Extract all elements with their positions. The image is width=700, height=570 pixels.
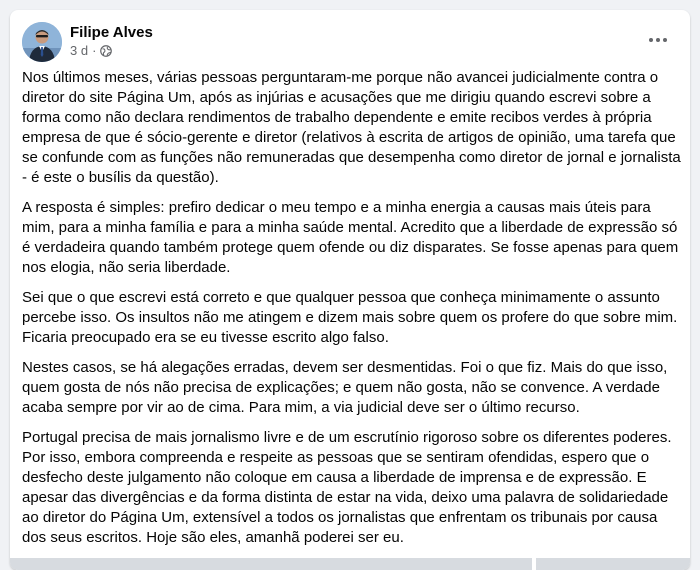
attached-media[interactable] xyxy=(10,558,690,570)
globe-icon xyxy=(100,45,112,57)
post-header xyxy=(22,22,678,62)
attached-image-2[interactable] xyxy=(536,558,690,570)
post-meta xyxy=(70,43,112,59)
more-options-icon xyxy=(649,38,653,42)
more-options-dot xyxy=(656,38,660,42)
post-paragraph-1: Nos últimos meses, várias pessoas perguntaram-me porque não avancei judicialmente contra o diretor do site Página Um, após as injúrias e acusações que me dirigiu quando escrevi sobre a forma como não declara rendimentos de trabalho dependente e emite recibos verdes à própria empresa de que é sócio-gerente e diretor (relativos à escrita de artigos de opinião, uma tarefa que se confunde com as funções não remuneradas que desempenha como diretor de jornal e jornalista - é este o busílis da questão). xyxy=(22,69,681,186)
post-paragraph-2: A resposta é simples: prefiro dedicar o meu tempo e a minha energia a causas mais úteis para mim, para a minha família e para a minha saúde mental. Acredito que a liberdade de expressão só é verdadeira quando também protege quem ofende ou diz disparates. Se fosse apenas para quem nos elogia, não seria liberdade. xyxy=(22,199,679,276)
avatar[interactable] xyxy=(22,22,62,62)
post-timestamp[interactable]: 3 d xyxy=(70,43,89,58)
post-paragraph-3: Sei que o que escrevi está correto e que qualquer pessoa que conheça minimamente o assunto percebe isso. Os insultos não me atingem e dizem mais sobre quem os profere do que sobre mim. Ficaria preocupado era se eu tivesse escrito algo falso. xyxy=(22,289,678,346)
post-text xyxy=(22,68,682,558)
meta-separator: · xyxy=(92,43,97,58)
author-name[interactable]: Filipe Alves xyxy=(70,24,153,41)
profile-photo xyxy=(22,22,62,62)
post-paragraph-5: Portugal precisa de mais jornalismo livre e de um escrutínio rigoroso sobre os diferentes poderes. Por isso, embora compreenda e respeite as pessoas que se sentiram ofendidas, espero que o desfecho deste julgamento não coloque em causa a liberdade de imprensa e de expressão. E apesar das divergências e da forma distinta de estar na vida, deixo uma palavra de solidariedade ao diretor do Página Um, extensível a todos os jornalistas que enfrentam os tribunais por causa dos seus escritos. Hoje são eles, amanhã poderei ser eu. xyxy=(22,429,672,546)
post-paragraph-4: Nestes casos, se há alegações erradas, devem ser desmentidas. Foi o que fiz. Mais do que isso, quem gosta de nós não precisa de explicações; e quem não gosta, não se convence. A verdade acaba sempre por vir ao de cima. Para mim, a via judicial deve ser o último recurso. xyxy=(22,359,668,416)
more-options-button[interactable] xyxy=(644,28,672,52)
post-card xyxy=(10,10,690,570)
attached-image-1[interactable] xyxy=(10,558,532,570)
more-options-dot xyxy=(663,38,667,42)
